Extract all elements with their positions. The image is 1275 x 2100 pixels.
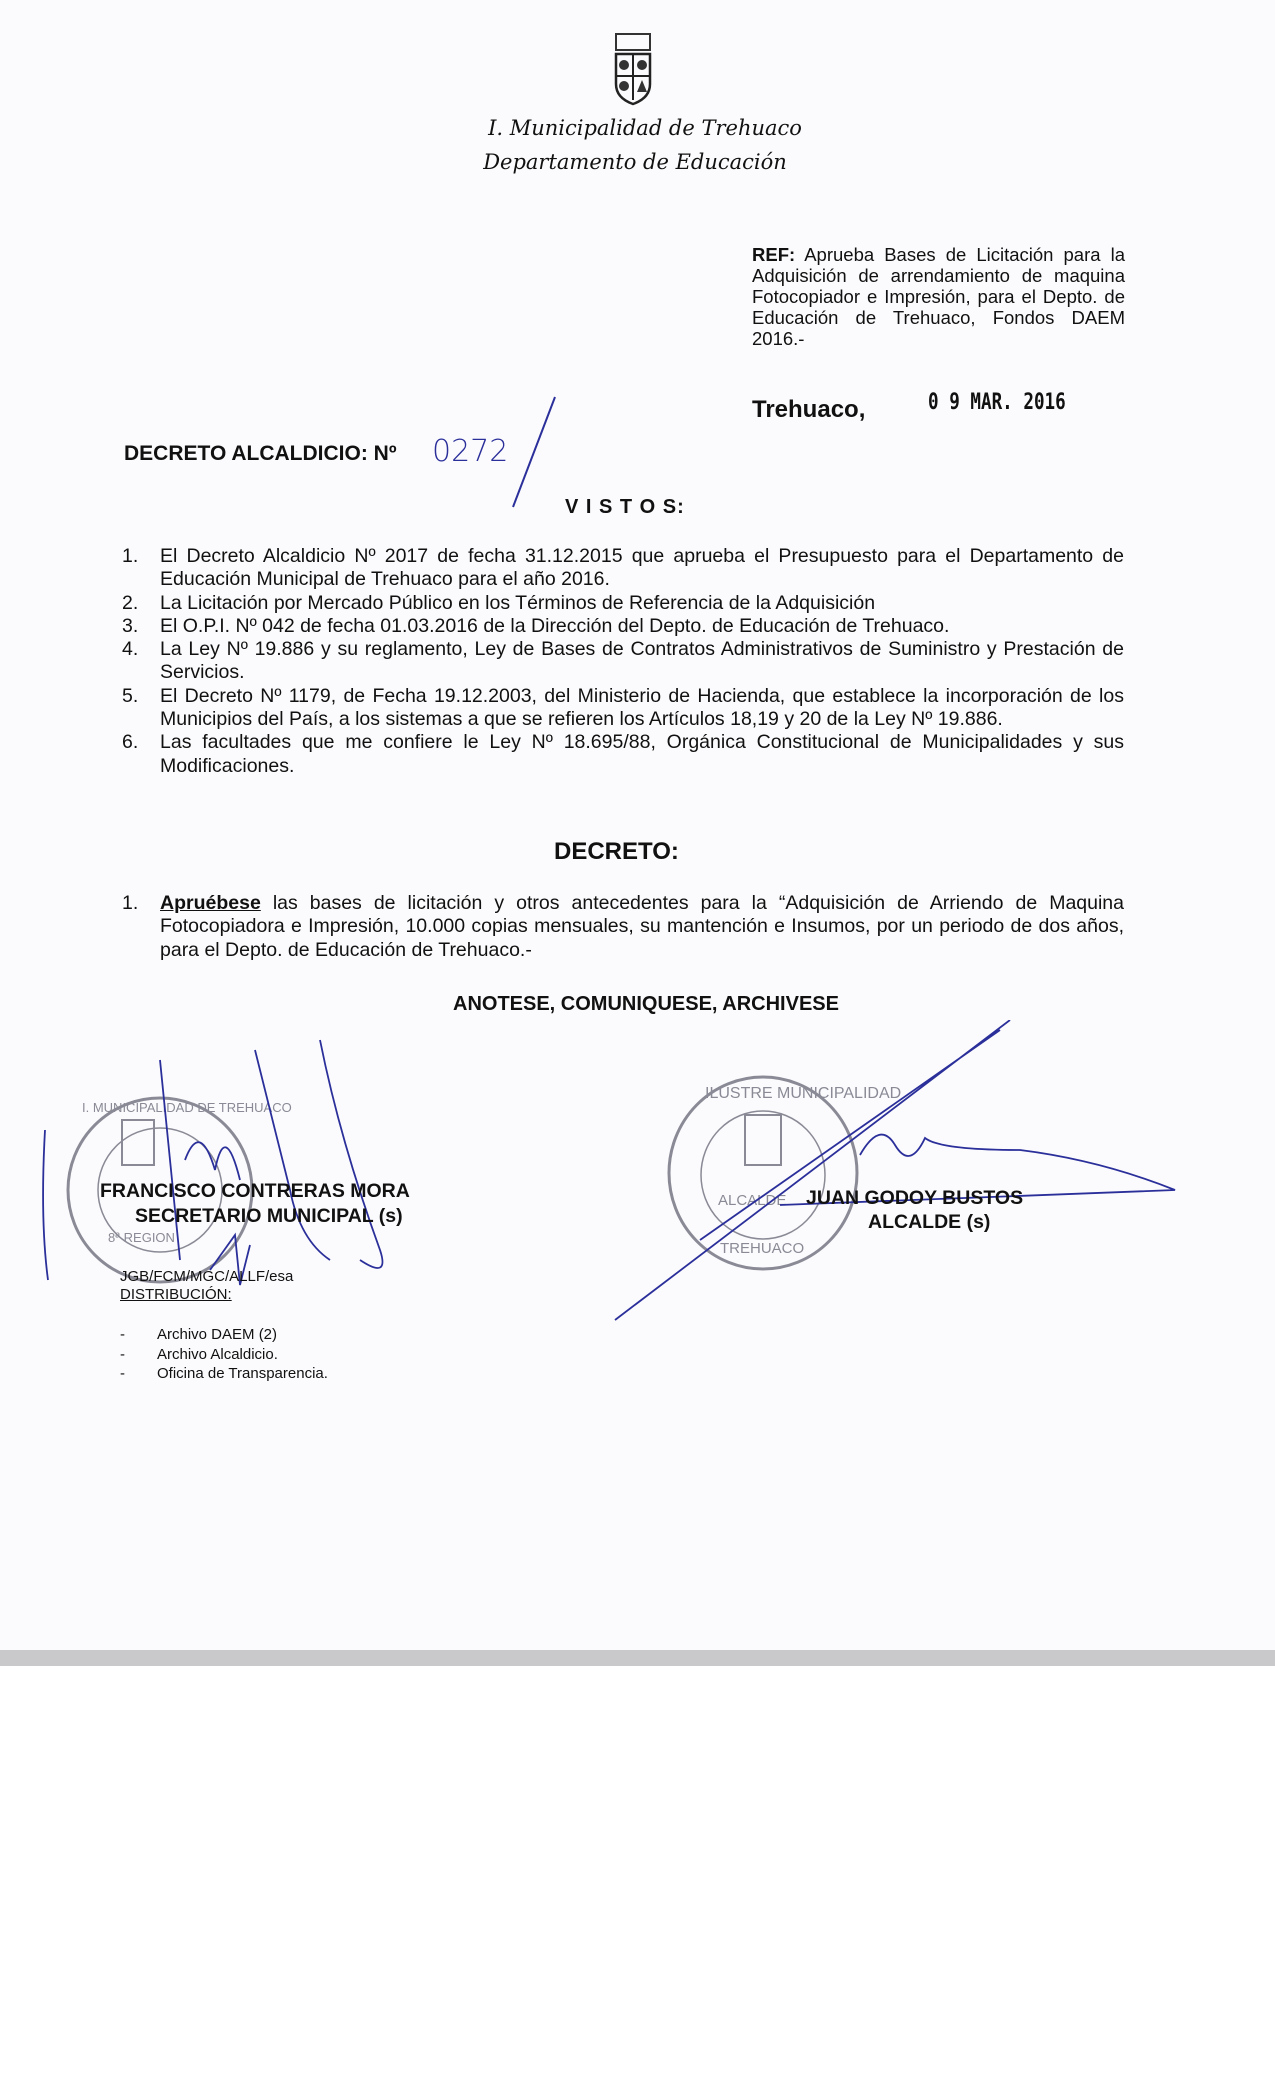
decreto-title: DECRETO: <box>554 838 679 865</box>
ref-text: Aprueba Bases de Licitación para la Adquisición de arrendamiento de maquina Fotocopiador e Impresión, para el Depto. de Educación de Trehuaco, Fondos DAEM 2016.- <box>752 244 1125 349</box>
list-item: - Archivo DAEM (2) <box>120 1326 278 1343</box>
list-item: 3. El O.P.I. Nº 042 de fecha 01.03.2016 de la Dirección del Depto. de Educación de Trehuaco. <box>122 614 950 637</box>
list-item: 4. La Ley Nº 19.886 y su reglamento, Ley de Bases de Contratos Administrativos de Suministro y Prestación de Servicios. <box>122 638 1124 684</box>
signer-left-title: SECRETARIO MUNICIPAL (s) <box>135 1205 403 1227</box>
scan-edge <box>0 1650 1275 1666</box>
header-department: Departamento de Educación <box>483 150 787 174</box>
stamp-right-bottom: TREHUACO <box>720 1240 805 1257</box>
decree-number: 0272 <box>432 434 509 469</box>
initials: JGB/FCM/MGC/ALLF/esa <box>120 1268 294 1285</box>
stamp-right-sub: ALCALDE <box>718 1192 787 1209</box>
stamp-left-text: I. MUNICIPALIDAD DE TREHUACO <box>82 1100 292 1115</box>
list-item: 2. La Licitación por Mercado Público en los Términos de Referencia de la Adquisición <box>122 591 876 614</box>
signer-right-name: JUAN GODOY BUSTOS <box>806 1187 1024 1209</box>
date-stamp: 0 9 MAR. 2016 <box>928 390 1066 415</box>
vistos-title: V I S T O S: <box>565 496 685 518</box>
list-item: - Oficina de Transparencia. <box>120 1365 328 1382</box>
stamp-left-sub: 8ª REGION <box>108 1230 175 1245</box>
list-item: 5. El Decreto Nº 1179, de Fecha 19.12.2003, del Ministerio de Hacienda, que establece la incorporación de los Municipios del País, a los sistemas a que se refieren los Artículos 18,19 y 20 de la Ley Nº 19.886. <box>122 684 1124 731</box>
list-item: 1. El Decreto Alcaldicio Nº 2017 de fecha 31.12.2015 que aprueba el Presupuesto para el Departamento de Educación Municipal de Trehuaco para el año 2016. <box>122 545 1124 591</box>
list-item: 6. Las facultades que me confiere le Ley Nº 18.695/88, Orgánica Constitucional de Municipalidades y sus Modificaciones. <box>122 731 1124 777</box>
distribution-list <box>120 1325 328 1384</box>
ref-block <box>752 244 1125 349</box>
approve-lead: Apruébese <box>160 892 261 914</box>
pen-slash <box>505 395 565 510</box>
distribution-label: DISTRIBUCIÓN: <box>120 1286 232 1303</box>
vistos-list <box>122 545 1124 778</box>
stamp-right-text: ILUSTRE MUNICIPALIDAD <box>705 1085 902 1102</box>
decree-label: DECRETO ALCALDICIO: Nº <box>124 442 397 465</box>
signer-left-name: FRANCISCO CONTRERAS MORA <box>100 1180 410 1202</box>
closing: ANOTESE, COMUNIQUESE, ARCHIVESE <box>453 993 839 1015</box>
header-municipality: I. Municipalidad de Trehuaco <box>488 116 802 140</box>
place: Trehuaco, <box>752 396 866 423</box>
signer-right-title: ALCALDE (s) <box>868 1211 991 1233</box>
list-item: - Archivo Alcaldicio. <box>120 1345 278 1363</box>
ref-label: REF: <box>752 244 796 265</box>
decreto-item: 1. Apruébese las bases de licitación y otros antecedentes para la “Adquisición de Arriendo de Maquina Fotocopiadora e Impresión, 10.000 copias mensuales, su mantención e Insumos, por un periodo de dos años, para el Depto. de Educación de Trehuaco.- <box>122 892 1124 961</box>
municipal-crest-icon <box>612 32 654 107</box>
